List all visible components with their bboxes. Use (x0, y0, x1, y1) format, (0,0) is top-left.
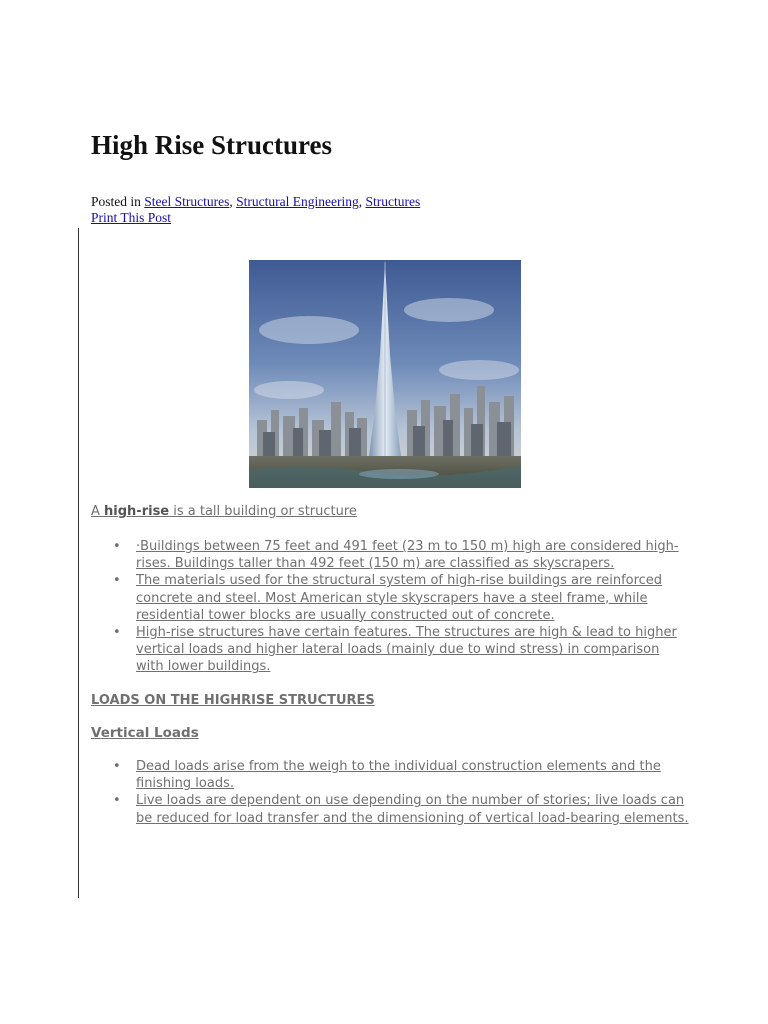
print-post (91, 210, 171, 226)
skyscraper-photo (249, 260, 521, 488)
article-body (91, 503, 691, 827)
category-link-structures[interactable]: Structures (365, 194, 421, 209)
post-categories: Posted in Steel Structures, Structural Engineering, Structures (91, 194, 421, 209)
list-item: • Dead loads arise from the weigh to the individual construction elements and the finishing loads. (113, 759, 661, 792)
category-link-steel-structures[interactable]: Steel Structures (144, 194, 230, 209)
page-title: High Rise Structures (91, 130, 332, 160)
list-item: • Live loads are dependent on use depending on the number of stories; live loads can be reduced for load transfer and the dimensioning of vertical load-bearing elements. (113, 793, 689, 826)
subheading-vertical-loads: Vertical Loads (91, 724, 199, 741)
print-post-link[interactable]: Print This Post (91, 210, 172, 225)
intro-line: A high-rise is a tall building or structure (91, 504, 357, 519)
high-rise-facts-list (91, 538, 691, 676)
list-item: • ·Buildings between 75 feet and 491 feet (23 m to 150 m) high are considered high-rises. Buildings taller than 492 feet (150 m) are classified as skyscrapers. (113, 539, 679, 572)
vertical-loads-list (91, 758, 691, 827)
list-item: • The materials used for the structural system of high-rise buildings are reinforced concrete and steel. Most American style skyscrapers have a steel frame, while residential tower blocks are usually constructed out of concrete. (113, 573, 663, 623)
category-link-structural-engineering[interactable]: Structural Engineering (236, 194, 359, 209)
left-margin-rule (78, 228, 79, 898)
high-rise-term: high-rise (104, 504, 170, 519)
posted-in-label: Posted in (91, 194, 141, 209)
section-heading: LOADS ON THE HIGHRISE STRUCTURES (91, 692, 375, 708)
list-item: • High-rise structures have certain features. The structures are high & lead to higher vertical loads and higher lateral loads (mainly due to wind stress) in comparison with lower buildings. (113, 625, 677, 675)
